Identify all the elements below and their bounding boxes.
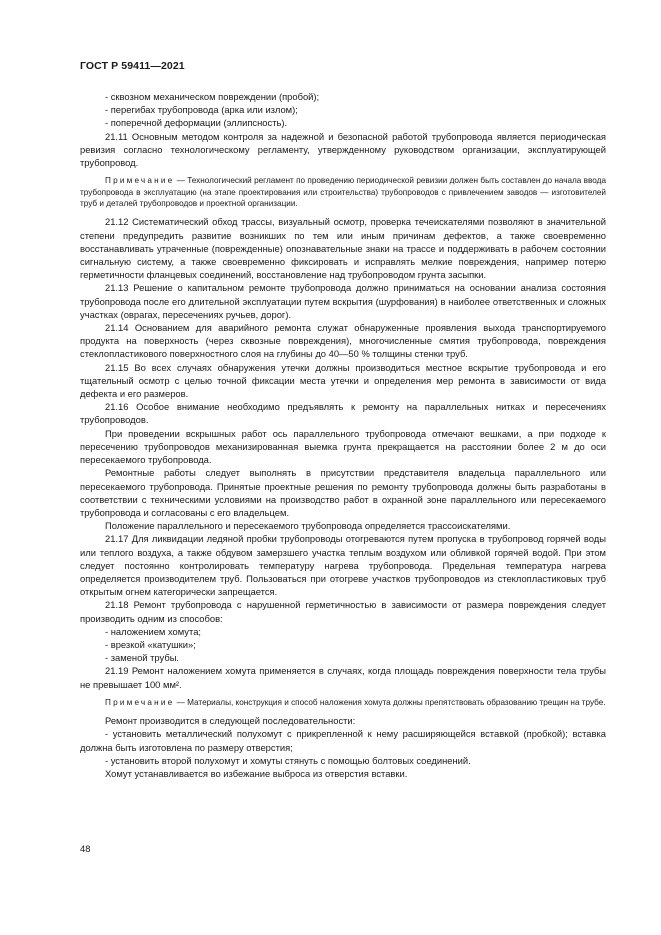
note: [80, 175, 606, 209]
paragraph: 21.19 Ремонт наложением хомута применяется в случаях, когда площадь повреждения поверхности тела трубы не превышает 100 мм².: [80, 665, 606, 690]
paragraph: - врезкой «катушки»;: [105, 638, 196, 650]
paragraph: 21.15 Во всех случаях обнаружения утечки должны производиться местное вскрытие трубопровода и его тщательный осмотр с целью точной фиксации места утечки и определения мер ремонта в зависимости от вида дефекта и его размеров.: [80, 361, 606, 400]
note-label: Примечание: [105, 697, 175, 707]
document-body: [80, 90, 606, 780]
paragraph: 21.17 Для ликвидации ледяной пробки трубопроводы отогреваются путем пропуска в трубопровод горячей воды или теплого воздуха, а также обдувом замерзшего участка теплым воздухом или обливкой горячей водой. При этом следует постоянно контролировать температуру нагрева трубопровода. Предельная температура нагрева определяется производителем труб. Пользоваться при отогреве участков трубопроводов из стеклопластиковых труб открытым огнем категорически запрещается.: [80, 533, 606, 598]
document-page: [80, 60, 606, 780]
paragraph: - поперечной деформации (эллипсность).: [105, 117, 288, 129]
paragraph: - установить металлический полухомут с прикрепленной к нему расширяющейся вставкой (пробкой); вставка должна быть изготовлена по размеру отверстия;: [80, 728, 606, 753]
paragraph: - наложением хомута;: [105, 625, 202, 637]
paragraph: - заменой трубы.: [105, 652, 180, 664]
note: [80, 697, 606, 708]
note-text: — Технологический регламент по проведению периодической ревизии должен быть составлен до начала ввода трубопровода в эксплуатацию (на этапе проектирования или строительства) трубопроводов с привлечением заводов — изготовителей труб и деталей трубопроводов и проектной организации.: [80, 176, 606, 209]
paragraph: Ремонтные работы следует выполнять в присутствии представителя владельца параллельного или пересекаемого трубопровода. Принятые проектные решения по ремонту трубопровода должны быть разработаны в соответствии с техническими условиями на производство работ в охранной зоне параллельного или пересекаемого трубопровода и согласованы с его владельцем.: [80, 467, 606, 518]
paragraph: - установить второй полухомут и хомуты стянуть с помощью болтовых соединений.: [105, 754, 471, 766]
document-header: ГОСТ Р 59411—2021: [80, 60, 185, 72]
paragraph: - сквозном механическом повреждении (пробой);: [105, 91, 320, 102]
note-text: — Материалы, конструкция и способ наложения хомута должны препятствовать образованию трещин на трубе.: [174, 697, 606, 707]
paragraph: 21.12 Систематический обход трассы, визуальный осмотр, проверка течеискателями позволяют в значительной степени предупредить развитие возникших по тем или иным причинам дефектов, а также своевременно восстанавливать утраченные (поврежденные) опознавательные знаки на трассе и поддерживать в рабочем состоянии сигнальную систему, а также своевременно фиксировать и исправлять мелкие повреждения, например потерю герметичности фланцевых соединений, восстановление над трубопроводом грунта засыпки.: [80, 216, 606, 281]
paragraph: 21.11 Основным методом контроля за надежной и безопасной работой трубопровода является периодическая ревизия согласно технологическому регламенту, утвержденному руководством организации, эксплуатирующей трубопровод.: [80, 130, 606, 169]
paragraph: 21.14 Основанием для аварийного ремонта служат обнаруженные проявления выхода транспортируемого продукта на поверхность (через сквозные повреждения), многочисленные смятия трубопровода, повреждения стеклопластикового поверхностного слоя на глубины до 40—50 % толщины стенки труб.: [80, 322, 606, 360]
paragraph: 21.13 Решение о капитальном ремонте трубопровода должно приниматься на основании анализа состояния трубопровода после его длительной эксплуатации путем вскрытия (шурфования) в наиболее ответственных и сложных участках (оврагах, пересечениях ручьев, дорог).: [80, 282, 606, 320]
paragraph: Ремонт производится в следующей последовательности:: [105, 715, 356, 727]
paragraph: Положение параллельного и пересекаемого трубопровода определяется трассоискателями.: [105, 520, 511, 532]
note-label: Примечание: [105, 176, 175, 186]
paragraph: 21.18 Ремонт трубопровода с нарушенной герметичностью в зависимости от размера повреждения следует производить одним из способов:: [80, 599, 606, 624]
paragraph: При проведении вскрышных работ ось параллельного трубопровода отмечают вешками, а при подходе к пересечению трубопроводов механизированная выемка грунта прекращается на расстоянии более 2 м до оси пересекаемого трубопровода.: [80, 427, 606, 466]
page-number: 48: [80, 843, 91, 854]
paragraph: 21.16 Особое внимание необходимо предъявлять к ремонту на параллельных нитках и пересечениях трубопроводов.: [80, 401, 606, 426]
paragraph: Хомут устанавливается во избежание выброса из отверстия вставки.: [105, 767, 408, 779]
paragraph: - перегибах трубопровода (арка или излом);: [105, 104, 298, 116]
